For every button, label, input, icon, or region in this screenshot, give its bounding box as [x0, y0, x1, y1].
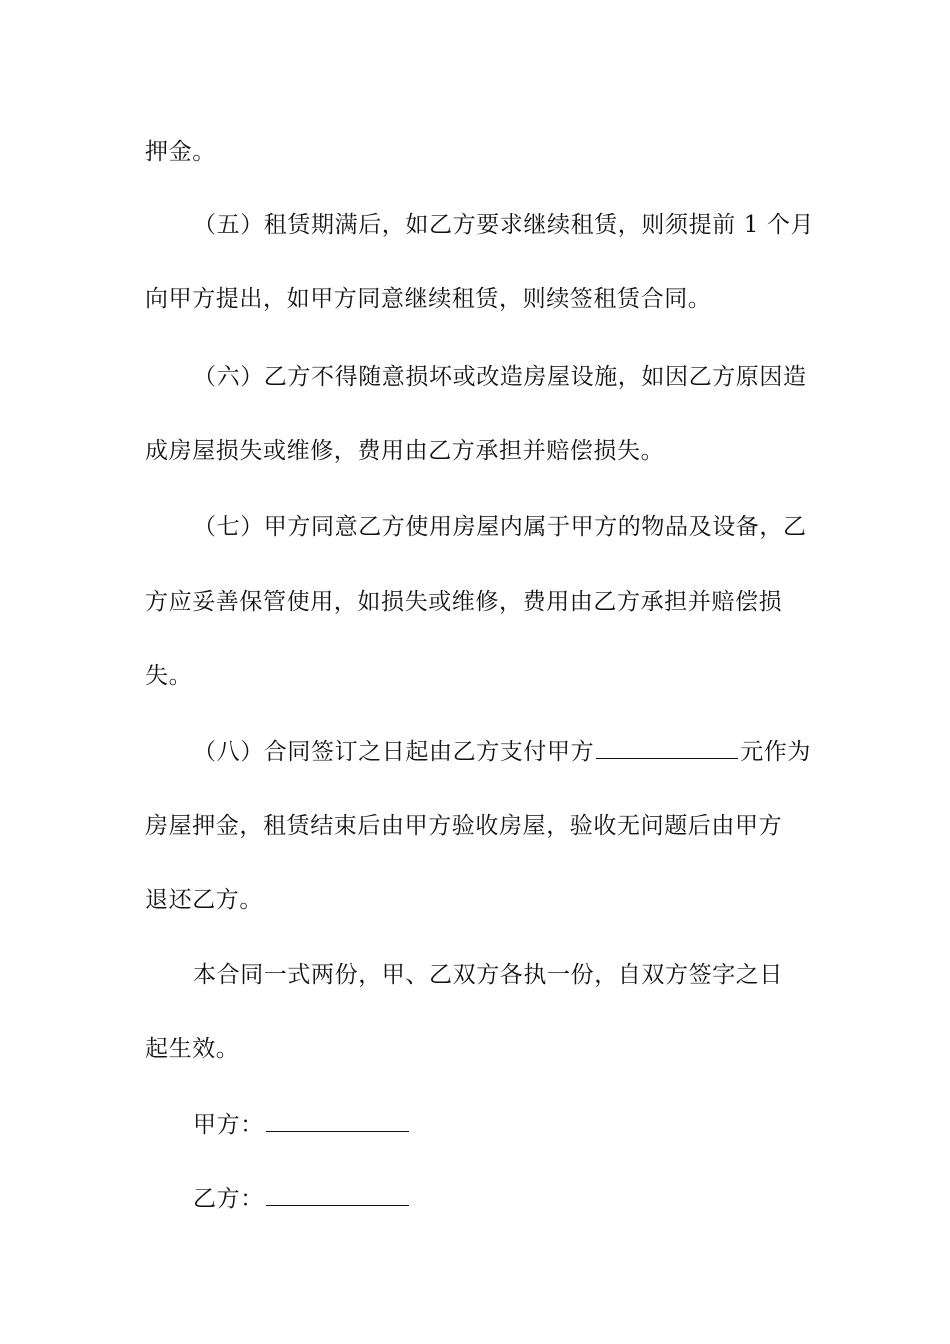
party-a-label: 甲方：	[193, 1112, 264, 1138]
clause-6-line-1: （六）乙方不得随意损坏或改造房屋设施，如因乙方原因造	[193, 364, 807, 390]
closing-line-1: 本合同一式两份，甲、乙双方各执一份，自双方签字之日	[193, 962, 783, 988]
clause-8-text-after: 元作为	[740, 739, 812, 765]
clause-7-line-3: 失。	[145, 663, 193, 689]
signature-party-a	[193, 1109, 810, 1140]
clause-6-line-2: 成房屋损失或维修，费用由乙方承担并赔偿损失。	[145, 438, 665, 464]
clause-8-line-1	[193, 736, 810, 767]
party-b-label: 乙方：	[193, 1186, 264, 1212]
text-line: 押金。	[145, 139, 216, 165]
clause-7-line-2: 方应妥善保管使用，如损失或维修，费用由乙方承担并赔偿损	[145, 589, 783, 615]
clause-8-text-before: （八）合同签订之日起由乙方支付甲方	[193, 739, 595, 765]
deposit-amount-blank	[596, 736, 738, 759]
clause-8-line-2: 房屋押金，租赁结束后由甲方验收房屋，验收无问题后由甲方	[145, 813, 783, 839]
party-b-signature-blank	[266, 1183, 409, 1206]
clause-5-line-1: （五）租赁期满后，如乙方要求继续租赁，则须提前 1 个月	[193, 212, 815, 238]
closing-line-2: 起生效。	[145, 1036, 240, 1062]
signature-party-b	[193, 1183, 810, 1214]
clause-8-line-3: 退还乙方。	[145, 887, 263, 913]
clause-7-line-1: （七）甲方同意乙方使用房屋内属于甲方的物品及设备，乙	[193, 514, 807, 540]
clause-5-line-2: 向甲方提出，如甲方同意继续租赁，则续签租赁合同。	[145, 286, 712, 312]
party-a-signature-blank	[266, 1109, 409, 1132]
